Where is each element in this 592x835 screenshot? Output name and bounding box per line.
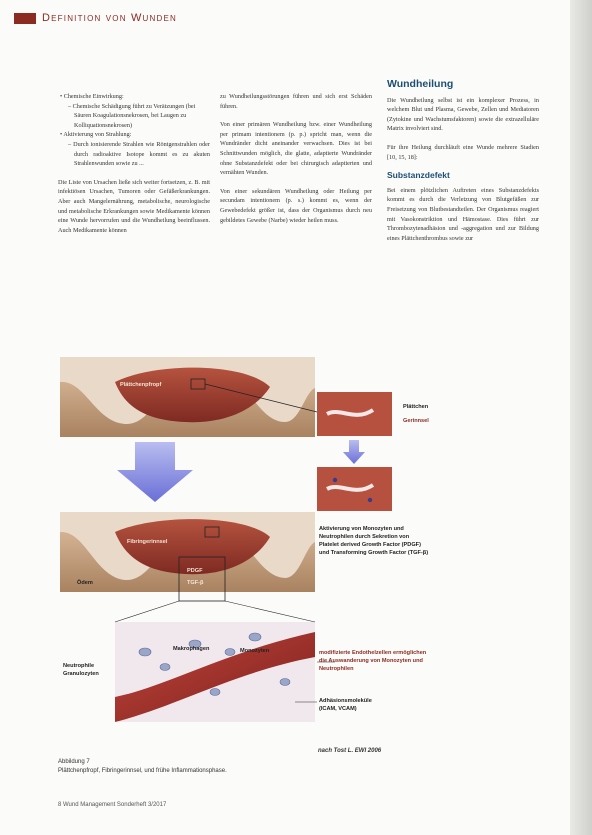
figure-credit: nach Tost L. EWI 2006 xyxy=(318,748,382,754)
label-fibrin: Gerinnsel xyxy=(403,418,429,424)
label-fibrin-clot: Fibringerinnsel xyxy=(127,539,168,545)
note-endothel-3: Neutrophilen xyxy=(319,666,354,672)
panel-fibrin-clot xyxy=(60,512,315,601)
label-platelets: Plättchen xyxy=(403,404,429,410)
wound-healing-illustration xyxy=(55,352,535,747)
note-activation-1: Aktivierung von Monozyten und xyxy=(319,526,404,532)
zoom-panel-platelets xyxy=(317,392,392,436)
caption-number: Abbildung 7 xyxy=(58,759,90,765)
label-monocytes: Monozyten xyxy=(240,648,270,654)
label-platelet-plug: Plättchenpfropf xyxy=(120,382,162,388)
sub-radiation: – Durch ionisierende Strahlen wie Röntgenstrahlen oder durch radioaktive Isotope kommt es zu akuten Strahlenwunden sowie zu ... xyxy=(68,140,210,168)
note-activation-2: Neutrophilen durch Sekretion von xyxy=(319,534,410,540)
header-color-mark xyxy=(14,13,36,24)
panel-platelet-plug xyxy=(60,357,315,437)
label-macrophages: Makrophagen xyxy=(173,646,210,652)
paragraph-stages: Für ihre Heilung durchläuft eine Wunde mehrere Stadien [10, 15, 18]: xyxy=(387,143,539,161)
heading-substanzdefekt: Substanzdefekt xyxy=(387,170,450,181)
label-neutrophils-2: Granulozyten xyxy=(63,671,99,677)
paragraph-wound-healing: Die Wundheilung selbst ist ein komplexer Prozess, in welchem Blut und Plasma, Gewebe, Zellen und Mediatoren (Zytokine und Wachstumsfaktoren) sowie die extrazelluläre Matrix involviert sind. xyxy=(387,96,539,133)
note-activation-4: und Transforming Growth Factor (TGF-β) xyxy=(319,550,429,556)
zoom-panel-fibrin xyxy=(317,467,392,511)
label-tgf: TGF-β xyxy=(187,580,204,586)
text-column-2 xyxy=(220,92,372,234)
bullet-chemical: • Chemische Einwirkung: xyxy=(60,93,124,100)
paragraph-causes: Die Liste von Ursachen ließe sich weiter fortsetzen, z. B. mit infektiösen Ursachen, Tumoren oder Gefäßerkrankungen. Aber auch Mangelernährung, metabolische, neurologische und metabolische Erkrankungen sowie Medikamente können eine Wunde hervorrufen und die Wundheilung beeinflussen. Auch Medikamente können xyxy=(58,178,210,234)
paragraph-secondary-healing: Von einer sekundären Wundheilung oder Heilung per secundam intentionem (p. s.) kommt es, wenn der Gewebedefekt größer ist, dass der Organismus durch neu gebildetes Gewebe (Narbe) wieder heilen muss. xyxy=(220,187,372,224)
note-activation-3: Platelet derived Growth Factor (PDGF) xyxy=(319,542,421,548)
bullet-radiation: • Aktivierung von Strahlung: xyxy=(60,131,132,139)
heading-wundheilung: Wundheilung xyxy=(387,78,454,90)
big-arrow-down xyxy=(117,442,193,502)
panel-inflammation xyxy=(115,601,315,722)
label-edema: Ödem xyxy=(77,580,93,586)
label-pdgf: PDGF xyxy=(187,568,203,574)
paragraph-primary-healing: Von einer primären Wundheilung bzw. einer Wundheilung per primam intentionem (p. p.) spricht man, wenn die Wundränder dicht aneinander verwachsen. Dies ist bei Schnittwunden möglich, die glatte, adaptierte Wundränder ohne Substanzdefekt oder bei chirurgisch adaptierten und vernähten Wunden. xyxy=(220,121,372,177)
note-endothel-2: die Auswanderung von Monozyten und xyxy=(319,658,423,664)
small-arrow-down xyxy=(343,440,365,464)
text-column-3 xyxy=(387,80,539,252)
sub-chemical: – Chemische Schädigung führt zu Verätzungen (bei Säuren Koagulationsnekrosen, bei Laugen zu Kolliquationsnekrosen) xyxy=(68,102,196,129)
paragraph-continuation: zu Wundheilungsstörungen führen und sich erst Schäden führen. xyxy=(220,93,372,110)
label-adhesion-2: (ICAM, VCAM) xyxy=(319,706,357,712)
text-column-1 xyxy=(58,92,210,244)
label-adhesion-1: Adhäsionsmoleküle xyxy=(319,698,372,704)
paragraph-defect: Bei einem plötzlichen Auftreten eines Substanzdefekts kommt es durch die Verletzung von Blutgefäßen zur Freisetzung von Blutbestandteilen. Der Organismus reagiert mit Vasokonstriktion und Hämostase. Dies führt zur Thrombozytenadhäsion und -aggregation und zur Bildung eines Plättchenthrombus sowie zur xyxy=(387,186,539,242)
note-endothel-1: modifizierte Endothelzellen ermöglichen xyxy=(319,650,427,656)
section-title: Definition von Wunden xyxy=(42,12,177,24)
label-neutrophils-1: Neutrophile xyxy=(63,663,95,669)
section-header xyxy=(14,12,177,24)
caption-text: Plättchenpfropf, Fibringerinnsel, und frühe Inflammationsphase. xyxy=(58,767,227,774)
figure-caption xyxy=(58,758,458,775)
page-gutter-shadow xyxy=(570,0,592,835)
page-footer: 8 Wund Management Sonderheft 3/2017 xyxy=(58,802,167,808)
